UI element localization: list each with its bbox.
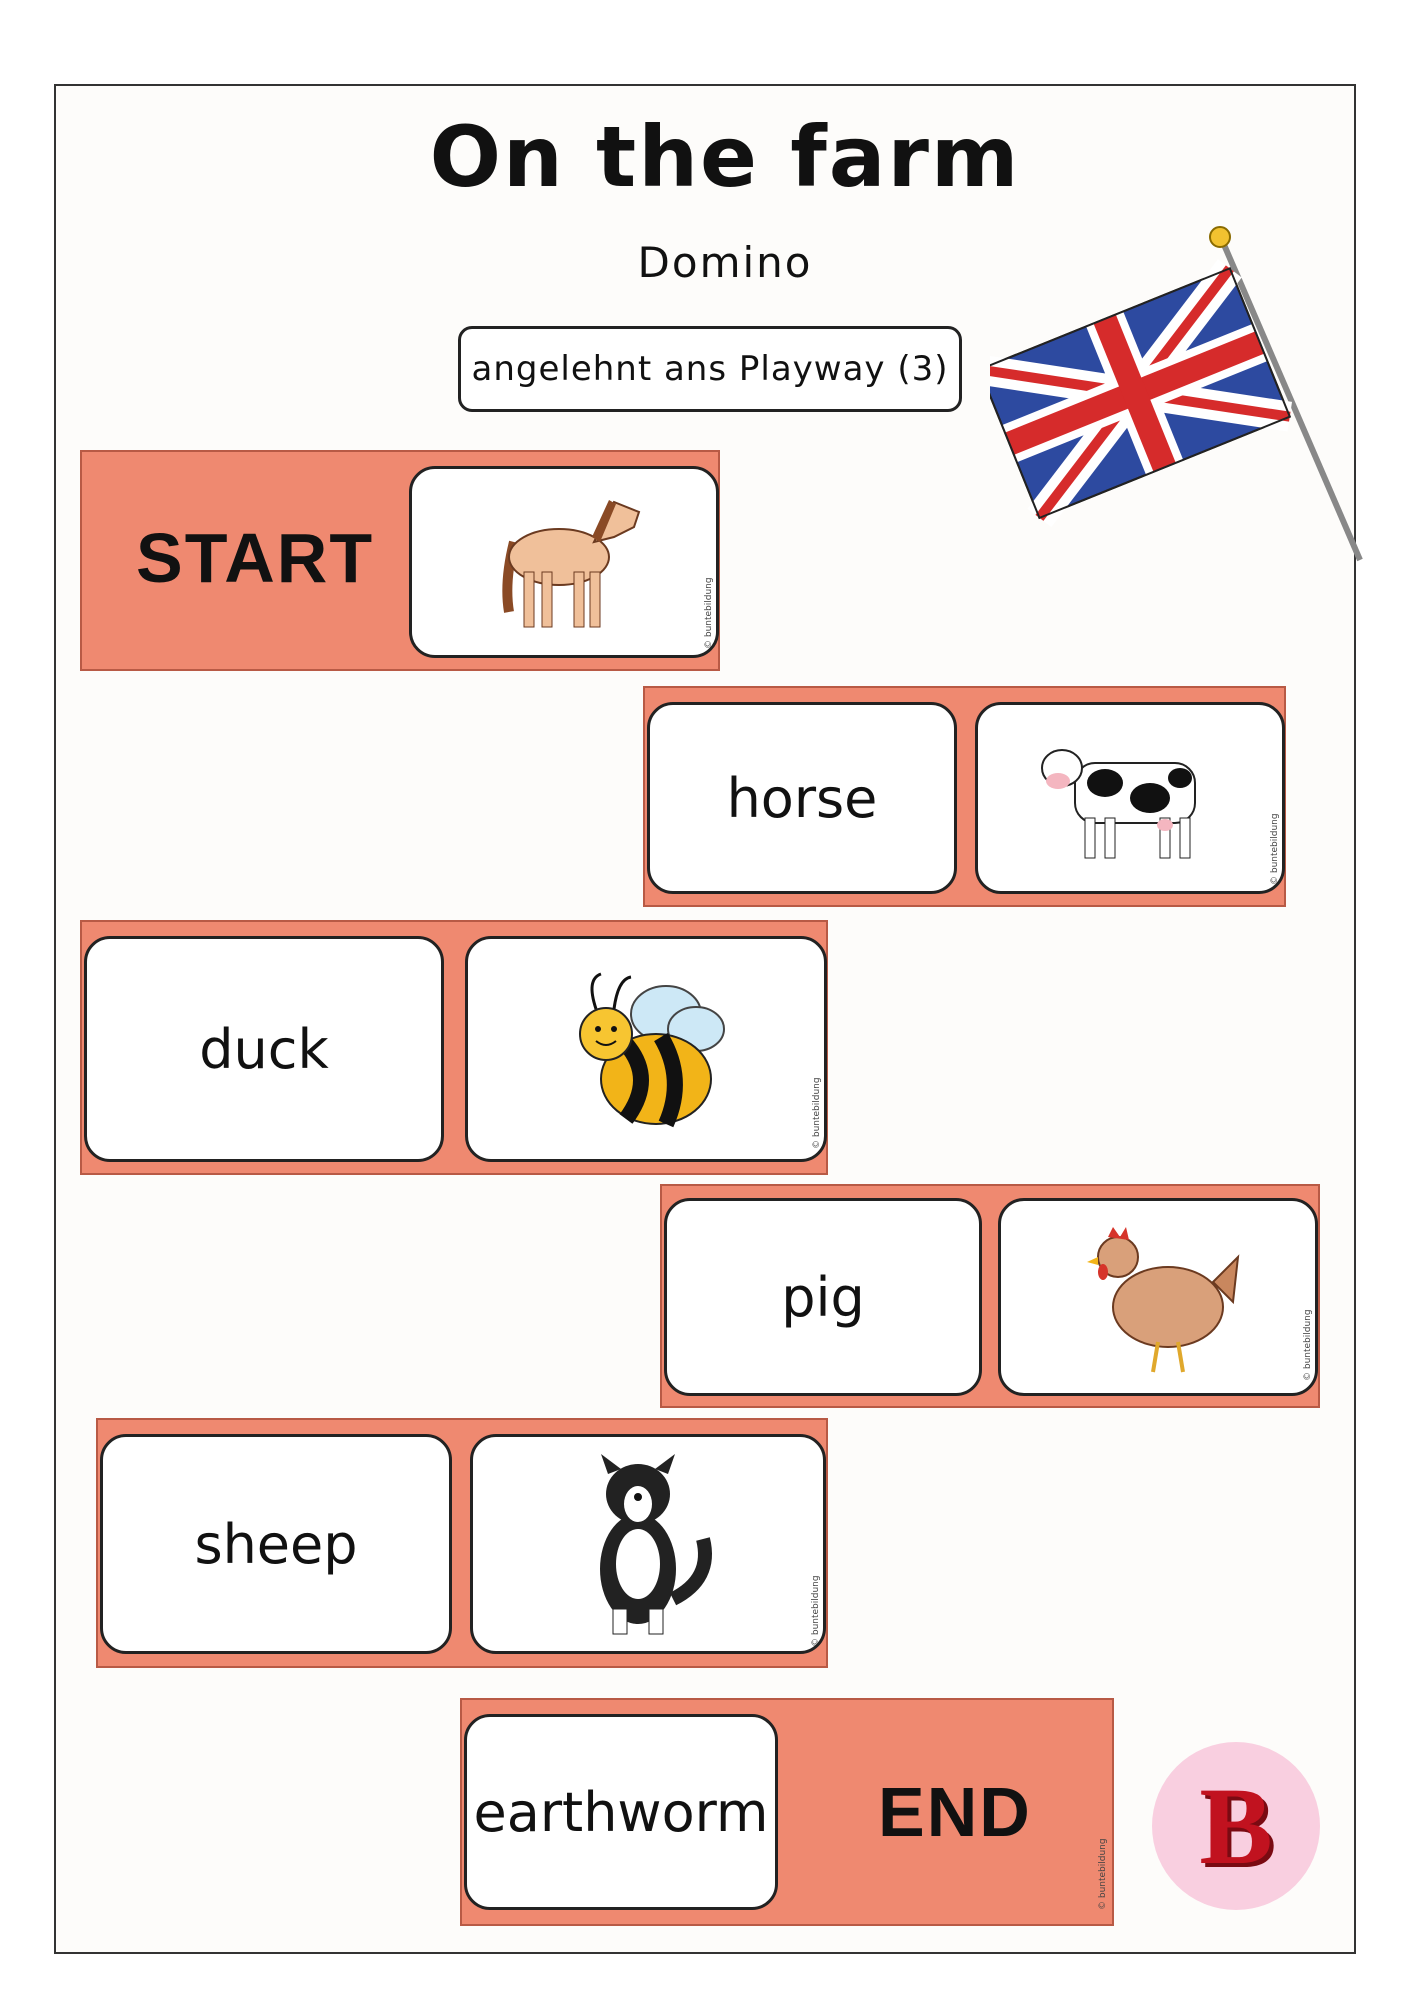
word-card (84, 936, 444, 1162)
horse-picture (474, 482, 654, 642)
page-subtitle: Domino (637, 238, 813, 287)
hen-picture (1073, 1212, 1243, 1382)
credit-text: © buntebildung (1098, 1838, 1108, 1910)
word-card (464, 1714, 778, 1910)
word-card (664, 1198, 982, 1396)
domino-tile-horse[interactable] (643, 686, 1286, 907)
picture-card (465, 936, 827, 1162)
domino-tile-sheep[interactable] (96, 1418, 828, 1668)
start-label: START (136, 519, 375, 597)
word-earthworm: earthworm (473, 1780, 769, 1844)
word-card (100, 1434, 452, 1654)
credit-text: © buntebildung (1270, 813, 1280, 885)
brand-badge (1152, 1742, 1320, 1910)
cow-picture (1030, 723, 1230, 873)
credit-text: © buntebildung (1303, 1309, 1313, 1381)
word-duck: duck (199, 1017, 329, 1081)
credit-text: © buntebildung (811, 1575, 821, 1647)
page-title: On the farm (429, 108, 1021, 206)
credit-text: © buntebildung (704, 577, 714, 649)
bee-picture (556, 959, 736, 1139)
end-label: END (878, 1773, 1032, 1851)
picture-card (998, 1198, 1318, 1396)
source-label: angelehnt ans Playway (3) (458, 326, 962, 412)
picture-card (409, 466, 719, 658)
uk-flag-icon (990, 225, 1370, 575)
word-horse: horse (726, 766, 878, 830)
brand-letter: B (1199, 1764, 1273, 1887)
domino-tile-duck[interactable] (80, 920, 828, 1175)
word-sheep: sheep (194, 1512, 358, 1576)
word-pig: pig (781, 1265, 865, 1329)
word-card (647, 702, 957, 894)
dog-picture (573, 1449, 723, 1639)
picture-card (975, 702, 1285, 894)
domino-tile-end[interactable] (460, 1698, 1114, 1926)
picture-card (470, 1434, 826, 1654)
domino-tile-pig[interactable] (660, 1184, 1320, 1408)
domino-tile-start[interactable] (80, 450, 720, 671)
credit-text: © buntebildung (812, 1077, 822, 1149)
